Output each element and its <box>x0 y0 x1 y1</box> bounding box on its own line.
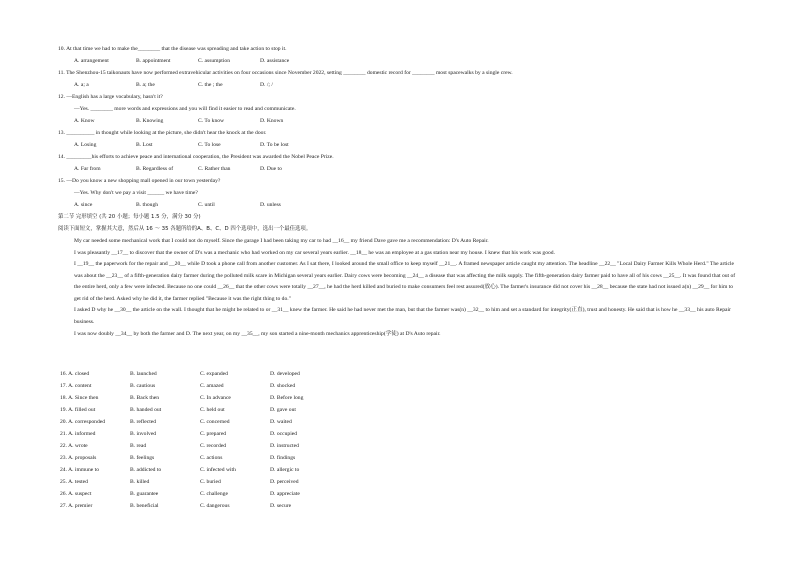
choice-option: D. allergic to <box>270 467 300 473</box>
choice-option: D. developed <box>270 371 300 377</box>
choice-option: D. instructed <box>270 443 299 449</box>
choice-option: B. handed out <box>130 407 162 413</box>
choice-option: 17. A. content <box>60 383 92 389</box>
option-c: C. until <box>198 202 215 208</box>
choice-option: 21. A. informed <box>60 431 96 437</box>
answer-options <box>58 199 738 211</box>
option-c: C. Rather than <box>198 166 231 172</box>
question-reply: —Yes. Why don't we pay a visit ______ we have time? <box>74 190 198 196</box>
question-14 <box>58 151 738 175</box>
option-d: D. Due to <box>260 166 282 172</box>
choice-option: C. infected with <box>200 467 236 473</box>
choice-option: C. held out <box>200 407 225 413</box>
choice-option: B. guarantee <box>130 491 159 497</box>
choice-option: C. recorded <box>200 443 227 449</box>
cloze-passage <box>58 235 738 340</box>
choice-option: 24. A. immune to <box>60 467 100 473</box>
option-d: D. /; / <box>260 82 273 88</box>
passage-paragraph: My car needed some mechanical work that I could not do myself. Since the garage I had been taking my car to had __16__ my friend Dave gave me a recommendation: D's Auto Repair. <box>74 238 489 244</box>
choice-option: B. Back then <box>130 395 160 401</box>
choice-option: C. actions <box>200 455 223 461</box>
question-11 <box>58 67 738 91</box>
choice-option: D. findings <box>270 455 296 461</box>
option-a: A. arrangement <box>74 58 109 64</box>
choice-option: C. dangerous <box>200 503 230 509</box>
choice-option: C. amazed <box>200 383 224 389</box>
choice-option: B. involved <box>130 431 157 437</box>
choice-row <box>58 428 738 440</box>
choice-option: 27. A. premier <box>60 503 93 509</box>
choice-option: B. reflected <box>130 419 157 425</box>
option-b: B. a; the <box>136 82 155 88</box>
choice-row <box>58 368 738 380</box>
answer-options <box>58 163 738 175</box>
choice-row <box>58 500 738 512</box>
option-b: B. appointment <box>136 58 171 64</box>
section-heading: 第二节 完形填空 (共 20 小题；每小题 1.5 分，满分 30 分) <box>58 214 201 220</box>
choice-row <box>58 476 738 488</box>
choice-option: C. buried <box>200 479 221 485</box>
question-10 <box>58 43 738 67</box>
choice-option: 25. A. tested <box>60 479 88 485</box>
question-reply: —Yes. ________ more words and expressions and you will find it easier to read and communicate. <box>74 106 296 112</box>
option-c: C. assumption <box>198 58 231 64</box>
choice-option: 26. A. suspect <box>60 491 92 497</box>
choices-list <box>58 368 738 512</box>
passage-paragraph: I asked D why he __30__ the article on the wall. I thought that he might be related to or __31__ knew the farmer. He said he had never met the man, but that the farmer was(n) __32__ to him and set a standard for integrity(正直), trust and honesty. He said that is how he __33__ his auto Repair business. <box>74 307 731 325</box>
answer-options <box>58 139 738 151</box>
choice-row <box>58 488 738 500</box>
choice-row <box>58 452 738 464</box>
choice-option: C. In advance <box>200 395 231 401</box>
question-12 <box>58 91 738 127</box>
passage-paragraph: I __19__ the paperwork for the repair and __20__ while D took a phone call from another customer. As I sat there, I looked around the small office to keep myself __21__. A framed newspaper article caught my attention. The headline __22__ "Local Dairy Farmer Kills Whole Herd." The article was about the __23__ of a fifth-generation dairy farmer during the polluted milk scare in Michigan several years earlier. Dairy cows were becoming __24__ a disease that was affecting the milk supply. The fifth-generation dairy farmer paid to have all of his cows __25__. It was found that out of the entire herd, only a few were infected. Because no one could __26__ that the other cows were totally __27__, he had the herd killed and buried to make consumers feel rest assured(放心). The farmer's insurance did not cover his __28__ because the state had not issued a(n) __29__ for him to get rid of the herd. Asked why he did it, the farmer replied "Because it was the right thing to do." <box>74 261 736 302</box>
question-stem: 10. At that time we had to make the________ that the disease was spreading and take action to stop it. <box>58 46 287 52</box>
choice-option: D. occupied <box>270 431 298 437</box>
option-c: C. the ; the <box>198 82 223 88</box>
option-b: B. though <box>136 202 159 208</box>
answer-options <box>58 79 738 91</box>
section-header <box>58 211 738 235</box>
choice-row <box>58 392 738 404</box>
choice-option: D. perceived <box>270 479 299 485</box>
choice-option: B. read <box>130 443 147 449</box>
choice-option: 23. A. proposals <box>60 455 97 461</box>
choice-option: 18. A. Since then <box>60 395 99 401</box>
option-c: C. To lose <box>198 142 221 148</box>
choice-option: C. prepared <box>200 431 227 437</box>
question-15 <box>58 175 738 211</box>
choice-option: D. gave out <box>270 407 296 413</box>
section-instruction: 阅读下面短文，掌握其大意，然后从 16 ～ 35 各题所给的A、B、C、D 四个选项中，选出一个最佳选项。 <box>58 226 312 232</box>
choice-option: D. Before long <box>270 395 304 401</box>
option-b: B. Knowing <box>136 118 164 124</box>
choice-option: B. beneficial <box>130 503 159 509</box>
choice-row <box>58 464 738 476</box>
choice-option: D. secure <box>270 503 292 509</box>
answer-options <box>58 115 738 127</box>
passage-paragraph: I was now doubly __34__ by both the farmer and D. The next year, on my __35__, my son started a nine-month mechanics apprenticeship(学徒) at D's Auto repair. <box>74 331 441 337</box>
option-b: B. Lost <box>136 142 153 148</box>
option-d: D. To be lost <box>260 142 289 148</box>
option-a: A. Losing <box>74 142 97 148</box>
choice-option: B. addicted to <box>130 467 162 473</box>
choice-option: D. shocked <box>270 383 296 389</box>
option-a: A. a; a <box>74 82 89 88</box>
choice-option: D. waited <box>270 419 292 425</box>
question-stem: 12. —English has a large vocabulary, hasn't it? <box>58 94 163 100</box>
question-13 <box>58 127 738 151</box>
choice-option: B. launched <box>130 371 157 377</box>
option-d: D. unless <box>260 202 281 208</box>
question-stem: 14. _________his efforts to achieve peace and international cooperation, the President was awarded the Nobel Peace Prize. <box>58 154 334 160</box>
choice-option: 19. A. filled out <box>60 407 96 413</box>
option-a: A. Know <box>74 118 95 124</box>
option-c: C. To know <box>198 118 225 124</box>
choice-option: 20. A. corresponded <box>60 419 106 425</box>
choice-option: C. challenge <box>200 491 228 497</box>
choice-option: 16. A. closed <box>60 371 90 377</box>
choice-row <box>58 380 738 392</box>
option-d: D. Known <box>260 118 284 124</box>
choice-option: D. appreciate <box>270 491 300 497</box>
choice-row <box>58 440 738 452</box>
choice-option: C. concerned <box>200 419 230 425</box>
option-b: B. Regardless of <box>136 166 174 172</box>
choice-option: B. killed <box>130 479 150 485</box>
choice-row <box>58 416 738 428</box>
choice-row <box>58 404 738 416</box>
choice-option: 22. A. wrote <box>60 443 88 449</box>
question-stem: 11. The Shenzhou-15 taikonauts have now performed extravehicular activities on four occasions since November 2022, setting ________ domestic record for ________ most spacewalks by a single crew. <box>58 70 513 76</box>
choice-option: B. feelings <box>130 455 155 461</box>
option-d: D. assistance <box>260 58 290 64</box>
option-a: A. Far from <box>74 166 101 172</box>
question-stem: 15. —Do you know a new shopping mall opened in our town yesterday? <box>58 178 221 184</box>
choice-option: C. expanded <box>200 371 228 377</box>
question-stem: 13. __________ in thought while looking at the picture, she didn't hear the knock at the door. <box>58 130 267 136</box>
passage-paragraph: I was pleasantly __17__ to discover that the owner of D's was a mechanic who had worked on my car several years earlier. __18__ he was an employee at a gas station near my house. I knew that his work was good. <box>74 250 555 256</box>
option-a: A. since <box>74 202 93 208</box>
answer-options <box>58 55 738 67</box>
choice-option: B. cautious <box>130 383 156 389</box>
